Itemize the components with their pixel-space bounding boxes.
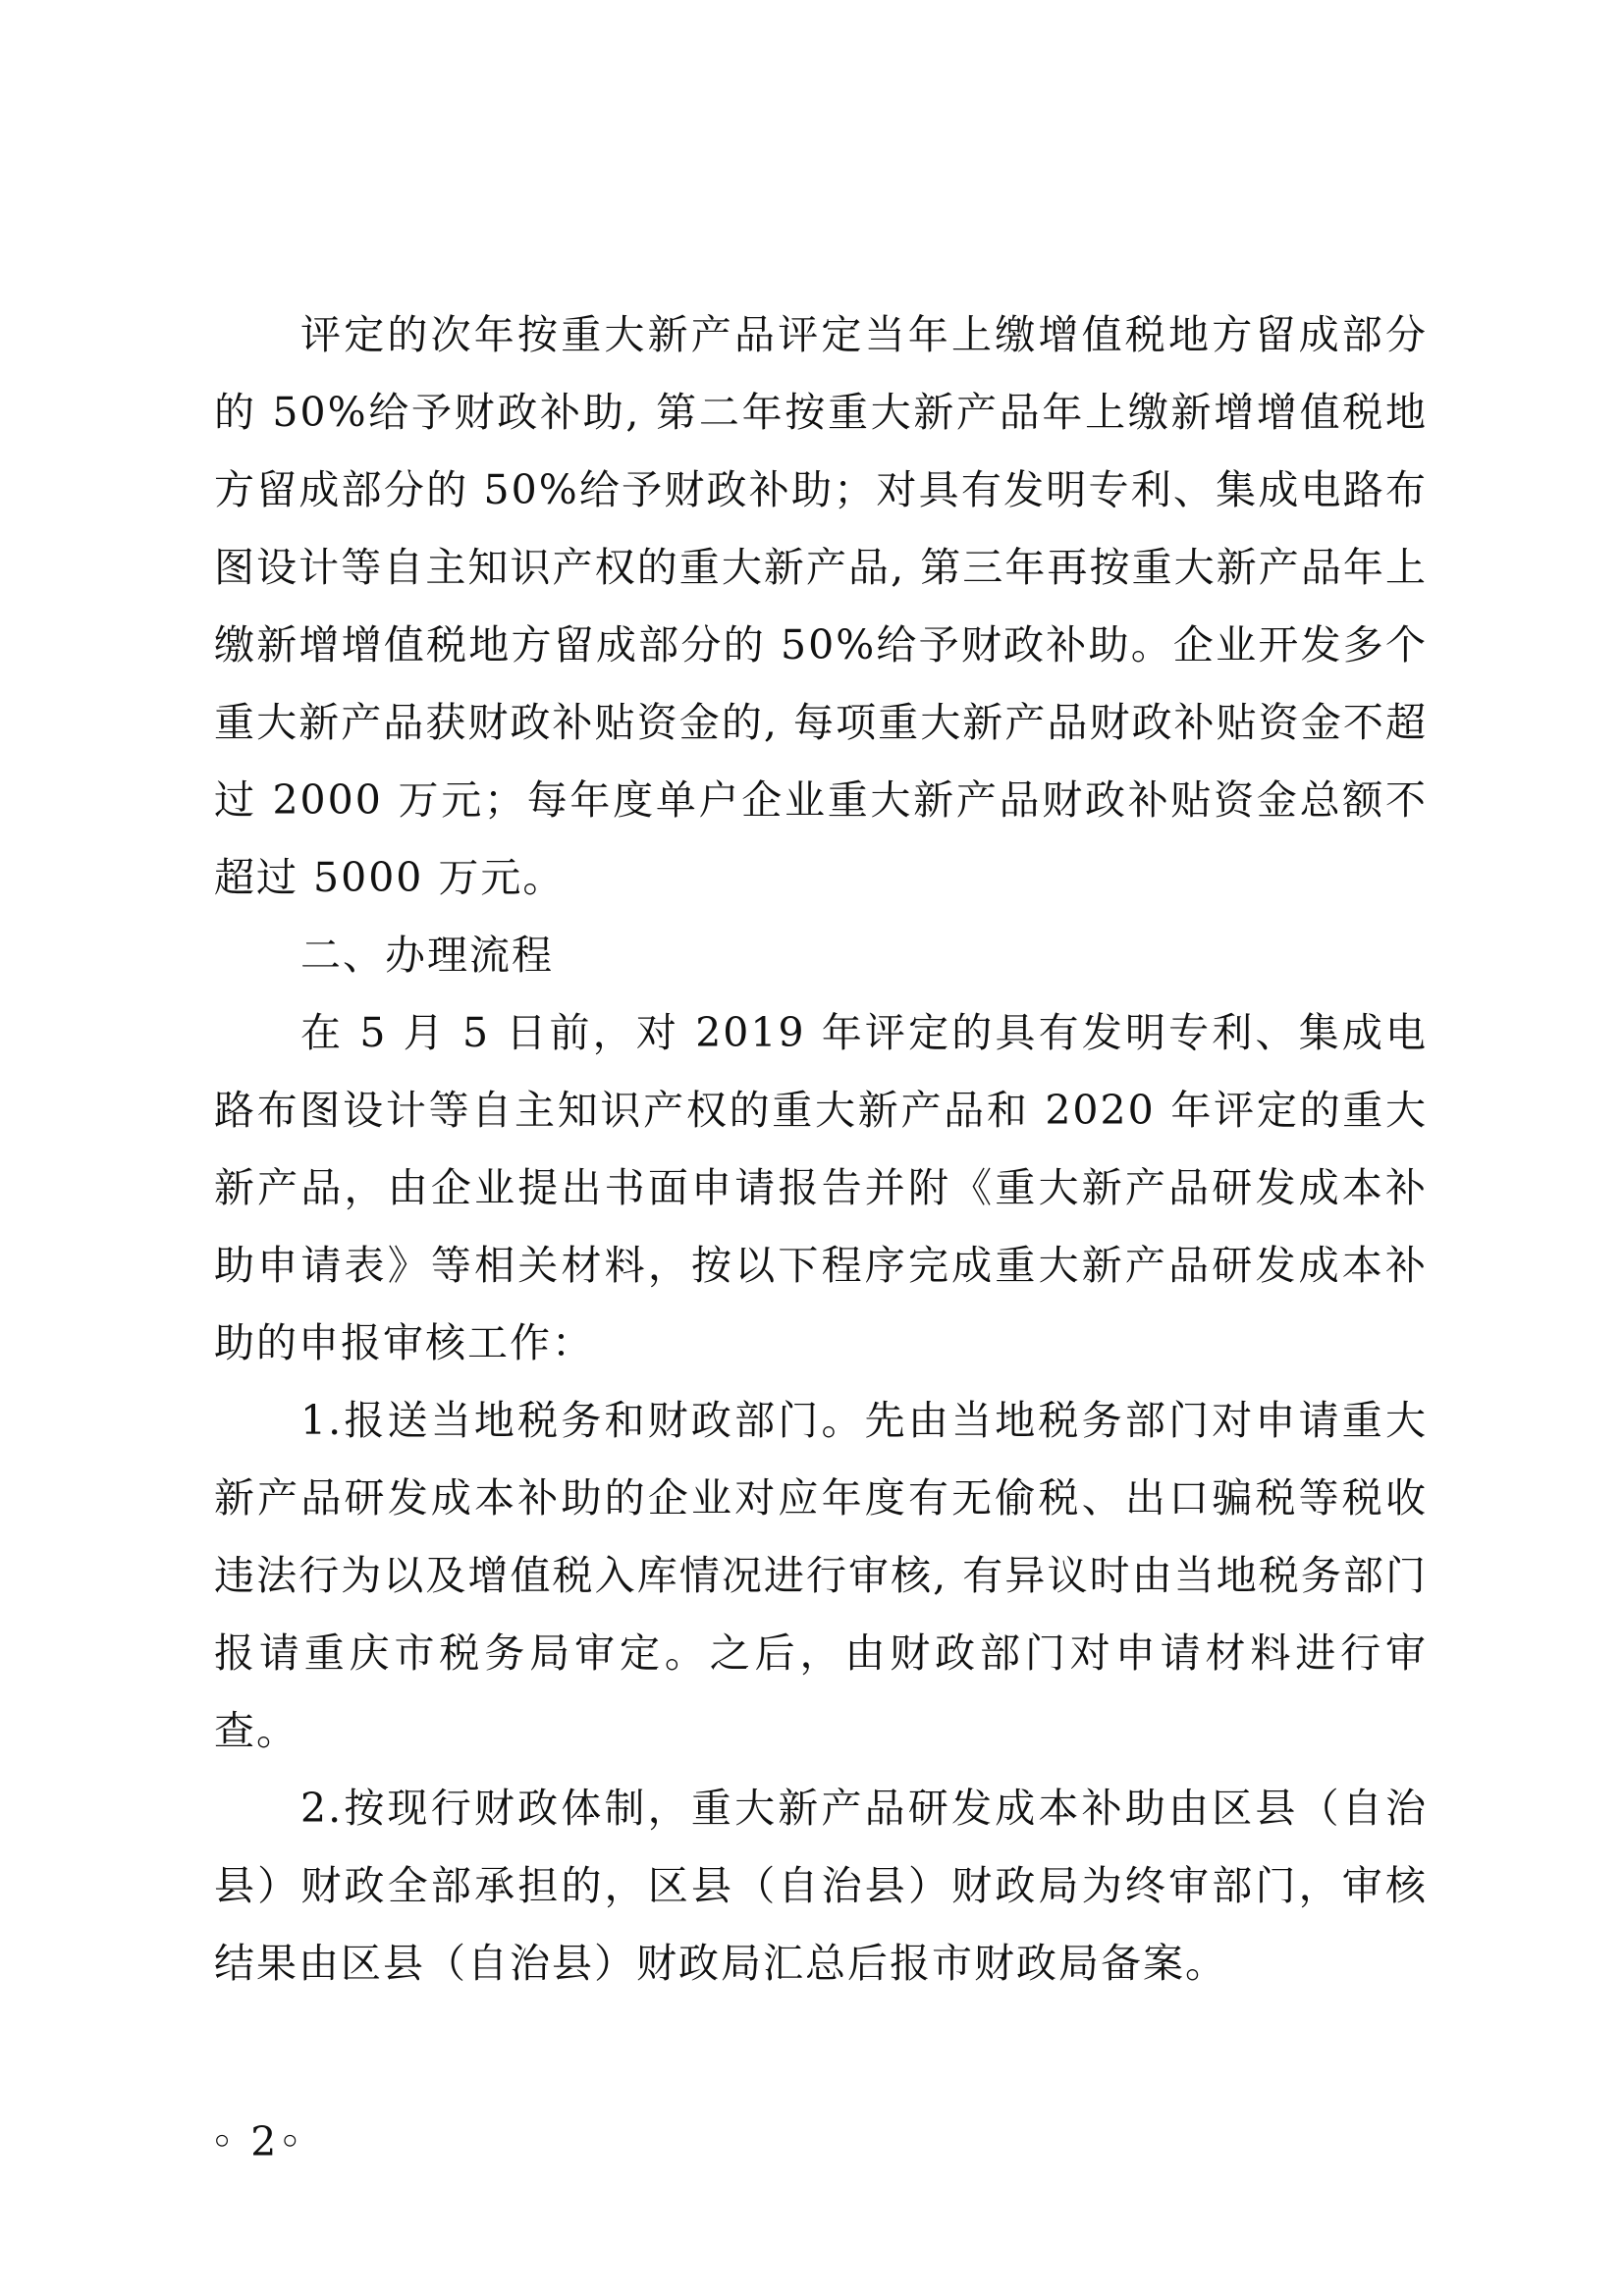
document-body bbox=[214, 296, 1428, 2002]
paragraph-subsidy-terms: 评定的次年按重大新产品评定当年上缴增值税地方留成部分的 50%给予财政补助, 第二年按重大新产品年上缴新增增值税地方留成部分的 50%给予财政补助；对具有发明专利、集成电路布图设计等自主知识产权的重大新产品, 第三年再按重大新产品年上缴新增增值税地方留成部分的 50%给予财政补助。企业开发多个重大新产品获财政补贴资金的, 每项重大新产品财政补贴资金不超过 2000 万元；每年度单户企业重大新产品财政补贴资金总额不超过 5000 万元。 bbox=[214, 311, 1428, 901]
paragraph-step-1: 1.报送当地税务和财政部门。先由当地税务部门对申请重大新产品研发成本补助的企业对应年度有无偷税、出口骗税等税收违法行为以及增值税入库情况进行审核, 有异议时由当地税务部门报请重庆市税务局审定。之后，由财政部门对申请材料进行审查。 bbox=[214, 1397, 1428, 1754]
paragraph-step-2: 2.按现行财政体制，重大新产品研发成本补助由区县（自治县）财政全部承担的，区县（自治县）财政局为终审部门，审核结果由区县（自治县）财政局汇总后报市财政局备案。 bbox=[214, 1785, 1428, 1987]
paragraph-application-deadline: 在 5 月 5 日前，对 2019 年评定的具有发明专利、集成电路布图设计等自主知识产权的重大新产品和 2020 年评定的重大新产品，由企业提出书面申请报告并附《重大新产品研发成本补助申请表》等相关材料，按以下程序完成重大新产品研发成本补助的申报审核工作： bbox=[214, 1009, 1428, 1366]
page-number: ◦ 2◦ bbox=[210, 2118, 304, 2165]
section-heading-process: 二、办理流程 bbox=[300, 932, 554, 979]
